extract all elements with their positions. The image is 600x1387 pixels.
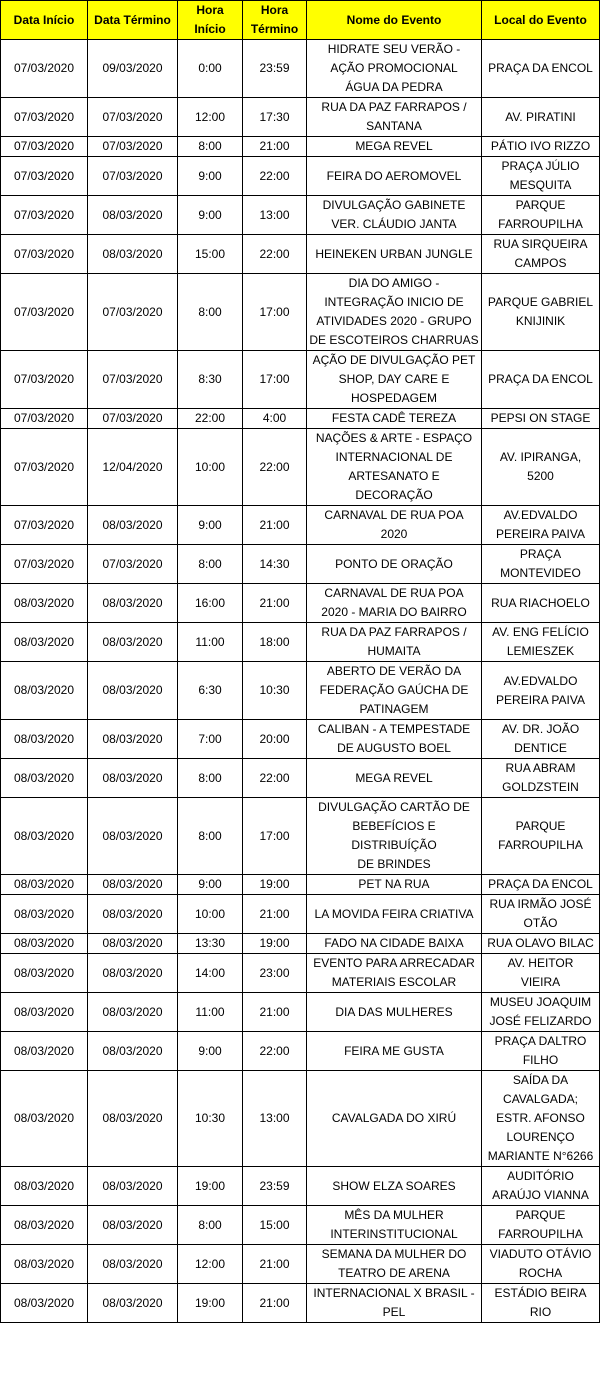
- cell-start-time: 19:00: [178, 1284, 243, 1323]
- cell-end-date: 08/03/2020: [88, 1071, 178, 1167]
- cell-end-date: 07/03/2020: [88, 409, 178, 429]
- table-row: [1, 545, 600, 584]
- cell-start-date: 08/03/2020: [1, 759, 88, 798]
- cell-start-time: 8:00: [178, 759, 243, 798]
- cell-event-location: PRAÇA DA ENCOL: [482, 351, 600, 409]
- cell-end-time: 22:00: [243, 429, 307, 506]
- cell-event-name: FEIRA ME GUSTA: [307, 1032, 482, 1071]
- table-row: [1, 798, 600, 875]
- cell-end-date: 08/03/2020: [88, 934, 178, 954]
- cell-end-time: 22:00: [243, 759, 307, 798]
- cell-event-name: FADO NA CIDADE BAIXA: [307, 934, 482, 954]
- cell-event-location: AV.EDVALDO PEREIRA PAIVA: [482, 506, 600, 545]
- cell-event-location: MUSEU JOAQUIM JOSÉ FELIZARDO: [482, 993, 600, 1032]
- cell-event-name: DIVULGAÇÃO GABINETE VER. CLÁUDIO JANTA: [307, 196, 482, 235]
- cell-start-time: 12:00: [178, 98, 243, 137]
- cell-event-name: FESTA CADÊ TEREZA: [307, 409, 482, 429]
- cell-end-date: 08/03/2020: [88, 895, 178, 934]
- cell-end-date: 08/03/2020: [88, 662, 178, 720]
- cell-event-name: CAVALGADA DO XIRÚ: [307, 1071, 482, 1167]
- cell-event-location: PEPSI ON STAGE: [482, 409, 600, 429]
- cell-event-location: PRAÇA DA ENCOL: [482, 40, 600, 98]
- cell-end-date: 08/03/2020: [88, 1245, 178, 1284]
- cell-event-name: INTERNACIONAL X BRASIL - PEL: [307, 1284, 482, 1323]
- cell-end-time: 14:30: [243, 545, 307, 584]
- cell-start-time: 22:00: [178, 409, 243, 429]
- cell-end-date: 12/04/2020: [88, 429, 178, 506]
- cell-end-date: 08/03/2020: [88, 993, 178, 1032]
- cell-end-time: 21:00: [243, 506, 307, 545]
- table-row: [1, 720, 600, 759]
- cell-end-time: 22:00: [243, 1032, 307, 1071]
- cell-end-date: 08/03/2020: [88, 235, 178, 274]
- table-row: [1, 584, 600, 623]
- cell-start-time: 9:00: [178, 196, 243, 235]
- cell-start-date: 08/03/2020: [1, 993, 88, 1032]
- cell-event-name: MEGA REVEL: [307, 759, 482, 798]
- cell-start-time: 8:00: [178, 137, 243, 157]
- cell-event-location: RUA IRMÃO JOSÉ OTÃO: [482, 895, 600, 934]
- table-row: [1, 40, 600, 98]
- table-row: [1, 623, 600, 662]
- cell-event-name: SHOW ELZA SOARES: [307, 1167, 482, 1206]
- cell-event-location: RUA SIRQUEIRA CAMPOS: [482, 235, 600, 274]
- cell-start-time: 7:00: [178, 720, 243, 759]
- cell-event-location: PARQUE FARROUPILHA: [482, 1206, 600, 1245]
- cell-start-date: 08/03/2020: [1, 720, 88, 759]
- cell-start-date: 08/03/2020: [1, 1167, 88, 1206]
- cell-event-location: PARQUE GABRIEL KNIJINIK: [482, 274, 600, 351]
- cell-start-time: 9:00: [178, 875, 243, 895]
- cell-end-date: 08/03/2020: [88, 720, 178, 759]
- cell-start-date: 08/03/2020: [1, 1206, 88, 1245]
- table-row: [1, 351, 600, 409]
- cell-end-time: 17:00: [243, 274, 307, 351]
- cell-start-date: 08/03/2020: [1, 934, 88, 954]
- table-row: [1, 1032, 600, 1071]
- cell-start-time: 9:00: [178, 506, 243, 545]
- table-row: [1, 409, 600, 429]
- cell-start-time: 9:00: [178, 157, 243, 196]
- cell-end-time: 21:00: [243, 584, 307, 623]
- cell-end-time: 18:00: [243, 623, 307, 662]
- cell-event-name: HEINEKEN URBAN JUNGLE: [307, 235, 482, 274]
- cell-event-name: LA MOVIDA FEIRA CRIATIVA: [307, 895, 482, 934]
- cell-end-time: 21:00: [243, 137, 307, 157]
- cell-end-time: 21:00: [243, 993, 307, 1032]
- cell-end-time: 17:30: [243, 98, 307, 137]
- header-end-date: Data Término: [88, 1, 178, 40]
- cell-start-time: 14:00: [178, 954, 243, 993]
- cell-event-name: CARNAVAL DE RUA POA 2020: [307, 506, 482, 545]
- cell-start-date: 07/03/2020: [1, 235, 88, 274]
- cell-start-date: 08/03/2020: [1, 1245, 88, 1284]
- cell-event-name: CALIBAN - A TEMPESTADE DE AUGUSTO BOEL: [307, 720, 482, 759]
- cell-start-time: 16:00: [178, 584, 243, 623]
- cell-event-location: AV. DR. JOÃO DENTICE: [482, 720, 600, 759]
- cell-start-time: 9:00: [178, 1032, 243, 1071]
- cell-start-date: 08/03/2020: [1, 662, 88, 720]
- table-row: [1, 196, 600, 235]
- cell-end-time: 19:00: [243, 934, 307, 954]
- header-row: [1, 1, 600, 40]
- cell-event-name: PONTO DE ORAÇÃO: [307, 545, 482, 584]
- cell-event-name: RUA DA PAZ FARRAPOS / HUMAITA: [307, 623, 482, 662]
- cell-event-location: ESTÁDIO BEIRA RIO: [482, 1284, 600, 1323]
- cell-start-time: 6:30: [178, 662, 243, 720]
- table-row: [1, 1284, 600, 1323]
- cell-end-date: 08/03/2020: [88, 506, 178, 545]
- cell-event-location: PRAÇA MONTEVIDEO: [482, 545, 600, 584]
- cell-end-time: 17:00: [243, 351, 307, 409]
- header-event-location: Local do Evento: [482, 1, 600, 40]
- cell-event-name: RUA DA PAZ FARRAPOS / SANTANA: [307, 98, 482, 137]
- cell-event-name: PET NA RUA: [307, 875, 482, 895]
- table-row: [1, 1071, 600, 1167]
- cell-event-location: PARQUE FARROUPILHA: [482, 196, 600, 235]
- cell-event-location: AV. IPIRANGA, 5200: [482, 429, 600, 506]
- cell-start-time: 13:30: [178, 934, 243, 954]
- table-row: [1, 1206, 600, 1245]
- cell-end-date: 08/03/2020: [88, 623, 178, 662]
- cell-end-time: 10:30: [243, 662, 307, 720]
- cell-end-time: 23:00: [243, 954, 307, 993]
- cell-start-time: 11:00: [178, 993, 243, 1032]
- table-row: [1, 1167, 600, 1206]
- cell-event-name: MEGA REVEL: [307, 137, 482, 157]
- table-row: [1, 98, 600, 137]
- cell-start-date: 08/03/2020: [1, 875, 88, 895]
- cell-end-time: 19:00: [243, 875, 307, 895]
- cell-event-name: DIA DAS MULHERES: [307, 993, 482, 1032]
- table-row: [1, 934, 600, 954]
- cell-start-date: 07/03/2020: [1, 351, 88, 409]
- cell-end-date: 07/03/2020: [88, 98, 178, 137]
- cell-start-time: 10:00: [178, 895, 243, 934]
- cell-end-time: 22:00: [243, 235, 307, 274]
- cell-start-time: 10:30: [178, 1071, 243, 1167]
- cell-end-date: 08/03/2020: [88, 759, 178, 798]
- cell-event-name: MÊS DA MULHER INTERINSTITUCIONAL: [307, 1206, 482, 1245]
- cell-event-location: PRAÇA DA ENCOL: [482, 875, 600, 895]
- cell-end-date: 07/03/2020: [88, 157, 178, 196]
- cell-end-time: 13:00: [243, 1071, 307, 1167]
- cell-end-date: 08/03/2020: [88, 1032, 178, 1071]
- cell-end-date: 07/03/2020: [88, 545, 178, 584]
- cell-end-time: 21:00: [243, 1245, 307, 1284]
- cell-event-location: RUA ABRAM GOLDZSTEIN: [482, 759, 600, 798]
- cell-start-date: 07/03/2020: [1, 157, 88, 196]
- cell-event-location: AV. PIRATINI: [482, 98, 600, 137]
- cell-start-date: 08/03/2020: [1, 584, 88, 623]
- cell-end-time: 23:59: [243, 40, 307, 98]
- table-row: [1, 954, 600, 993]
- cell-end-time: 20:00: [243, 720, 307, 759]
- cell-start-date: 08/03/2020: [1, 1032, 88, 1071]
- cell-end-date: 08/03/2020: [88, 1167, 178, 1206]
- cell-end-time: 4:00: [243, 409, 307, 429]
- cell-end-date: 08/03/2020: [88, 196, 178, 235]
- table-row: [1, 137, 600, 157]
- cell-event-name: EVENTO PARA ARRECADAR MATERIAIS ESCOLAR: [307, 954, 482, 993]
- cell-event-name: SEMANA DA MULHER DO TEATRO DE ARENA: [307, 1245, 482, 1284]
- table-row: [1, 506, 600, 545]
- cell-event-name: FEIRA DO AEROMOVEL: [307, 157, 482, 196]
- table-row: [1, 274, 600, 351]
- cell-start-date: 07/03/2020: [1, 506, 88, 545]
- cell-end-time: 15:00: [243, 1206, 307, 1245]
- cell-event-location: PÁTIO IVO RIZZO: [482, 137, 600, 157]
- cell-start-time: 19:00: [178, 1167, 243, 1206]
- table-row: [1, 662, 600, 720]
- cell-event-name: DIA DO AMIGO - INTEGRAÇÃO INICIO DE ATIVIDADES 2020 - GRUPO DE ESCOTEIROS CHARRUAS: [307, 274, 482, 351]
- table-row: [1, 993, 600, 1032]
- cell-start-time: 8:00: [178, 798, 243, 875]
- cell-end-time: 21:00: [243, 1284, 307, 1323]
- cell-start-date: 08/03/2020: [1, 1071, 88, 1167]
- header-start-time: Hora Início: [178, 1, 243, 40]
- cell-end-date: 08/03/2020: [88, 584, 178, 623]
- cell-event-name: AÇÃO DE DIVULGAÇÃO PET SHOP, DAY CARE E HOSPEDAGEM: [307, 351, 482, 409]
- cell-event-location: AV. HEITOR VIEIRA: [482, 954, 600, 993]
- cell-start-date: 08/03/2020: [1, 1284, 88, 1323]
- cell-start-date: 07/03/2020: [1, 274, 88, 351]
- cell-start-date: 07/03/2020: [1, 40, 88, 98]
- cell-end-date: 08/03/2020: [88, 954, 178, 993]
- cell-event-location: VIADUTO OTÁVIO ROCHA: [482, 1245, 600, 1284]
- cell-end-time: 23:59: [243, 1167, 307, 1206]
- cell-event-location: PRAÇA DALTRO FILHO: [482, 1032, 600, 1071]
- cell-end-time: 21:00: [243, 895, 307, 934]
- cell-end-date: 08/03/2020: [88, 875, 178, 895]
- cell-event-location: PRAÇA JÚLIO MESQUITA: [482, 157, 600, 196]
- cell-end-date: 07/03/2020: [88, 274, 178, 351]
- table-row: [1, 759, 600, 798]
- header-start-date: Data Início: [1, 1, 88, 40]
- table-row: [1, 157, 600, 196]
- cell-event-name: NAÇÕES & ARTE - ESPAÇO INTERNACIONAL DE ARTESANATO E DECORAÇÃO: [307, 429, 482, 506]
- cell-start-time: 12:00: [178, 1245, 243, 1284]
- cell-start-time: 8:00: [178, 545, 243, 584]
- cell-end-date: 09/03/2020: [88, 40, 178, 98]
- cell-start-date: 07/03/2020: [1, 409, 88, 429]
- cell-start-time: 15:00: [178, 235, 243, 274]
- cell-event-location: AV. ENG FELÍCIO LEMIESZEK: [482, 623, 600, 662]
- cell-start-date: 07/03/2020: [1, 137, 88, 157]
- header-event-name: Nome do Evento: [307, 1, 482, 40]
- cell-event-location: RUA RIACHOELO: [482, 584, 600, 623]
- cell-event-name: DIVULGAÇÃO CARTÃO DE BEBEFÍCIOS E DISTRIBUÍÇÃO DE BRINDES: [307, 798, 482, 875]
- cell-event-location: RUA OLAVO BILAC: [482, 934, 600, 954]
- table-row: [1, 235, 600, 274]
- table-row: [1, 1245, 600, 1284]
- cell-start-time: 8:30: [178, 351, 243, 409]
- cell-event-name: HIDRATE SEU VERÃO - AÇÃO PROMOCIONAL ÁGUA DA PEDRA: [307, 40, 482, 98]
- cell-start-date: 08/03/2020: [1, 895, 88, 934]
- cell-start-time: 8:00: [178, 1206, 243, 1245]
- cell-end-date: 08/03/2020: [88, 1284, 178, 1323]
- cell-start-date: 08/03/2020: [1, 954, 88, 993]
- cell-end-time: 13:00: [243, 196, 307, 235]
- cell-end-date: 07/03/2020: [88, 137, 178, 157]
- cell-start-date: 08/03/2020: [1, 798, 88, 875]
- cell-start-date: 08/03/2020: [1, 623, 88, 662]
- cell-start-time: 10:00: [178, 429, 243, 506]
- table-row: [1, 895, 600, 934]
- cell-end-date: 08/03/2020: [88, 1206, 178, 1245]
- cell-event-location: AUDITÓRIO ARAÚJO VIANNA: [482, 1167, 600, 1206]
- cell-start-date: 07/03/2020: [1, 545, 88, 584]
- cell-start-date: 07/03/2020: [1, 98, 88, 137]
- cell-event-name: ABERTO DE VERÃO DA FEDERAÇÃO GAÚCHA DE PATINAGEM: [307, 662, 482, 720]
- cell-end-date: 07/03/2020: [88, 351, 178, 409]
- cell-start-date: 07/03/2020: [1, 429, 88, 506]
- cell-end-date: 08/03/2020: [88, 798, 178, 875]
- cell-start-time: 11:00: [178, 623, 243, 662]
- header-end-time: Hora Término: [243, 1, 307, 40]
- cell-event-location: AV.EDVALDO PEREIRA PAIVA: [482, 662, 600, 720]
- cell-start-time: 8:00: [178, 274, 243, 351]
- table-row: [1, 429, 600, 506]
- cell-event-name: CARNAVAL DE RUA POA 2020 - MARIA DO BAIRRO: [307, 584, 482, 623]
- cell-end-time: 22:00: [243, 157, 307, 196]
- table-row: [1, 875, 600, 895]
- cell-start-date: 07/03/2020: [1, 196, 88, 235]
- cell-event-location: PARQUE FARROUPILHA: [482, 798, 600, 875]
- cell-event-location: SAÍDA DA CAVALGADA; ESTR. AFONSO LOURENÇO MARIANTE N°6266: [482, 1071, 600, 1167]
- cell-start-time: 0:00: [178, 40, 243, 98]
- cell-end-time: 17:00: [243, 798, 307, 875]
